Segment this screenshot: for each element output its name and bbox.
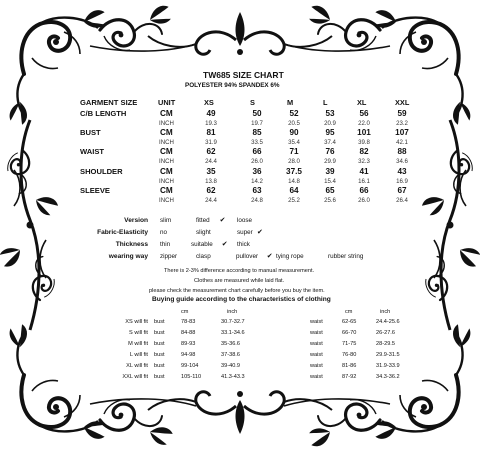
guide-waist-inch: 29.9-31.5 <box>376 352 400 358</box>
cell-cm: 50 <box>252 109 262 118</box>
guide-waist-label: waist <box>310 330 323 336</box>
guide-bust-inch: 33.1-34.6 <box>221 330 245 336</box>
cell-cm: 52 <box>289 109 299 118</box>
cell-inch: 29.9 <box>324 158 336 165</box>
guide-waist-inch: 24.4-25.6 <box>376 319 400 325</box>
checkmark-icon: ✔ <box>219 217 226 224</box>
guide-waist-label: waist <box>310 319 323 325</box>
size-header-xs: XS <box>204 98 214 107</box>
cell-cm: 62 <box>206 147 216 156</box>
cell-cm: 64 <box>289 186 299 195</box>
cell-cm: 35 <box>206 167 216 176</box>
guide-bust-label: bust <box>154 330 165 336</box>
guide-waist-label: waist <box>310 352 323 358</box>
cell-inch: 24.4 <box>205 158 217 165</box>
attr-option: rubber string <box>328 253 364 260</box>
guide-bust-label: bust <box>154 352 165 358</box>
row-label-sleeve: SLEEVE <box>80 186 110 195</box>
attr-option: suitable <box>191 241 213 248</box>
row-label-bust: BUST <box>80 128 101 137</box>
chart-title: TW685 SIZE CHART <box>203 70 284 80</box>
cell-inch: 26.0 <box>251 158 263 165</box>
guide-size: S will fit <box>129 330 148 336</box>
cell-inch: 28.0 <box>288 158 300 165</box>
attr-option: pullover <box>236 253 259 260</box>
cell-cm: 53 <box>325 109 335 118</box>
row-unit-cm: CM <box>160 128 173 137</box>
cell-cm: 43 <box>397 167 407 176</box>
checkmark-icon: ✔ <box>221 241 228 248</box>
cell-cm: 59 <box>397 109 407 118</box>
row-unit-inch: INCH <box>159 178 174 185</box>
cell-cm: 49 <box>206 109 216 118</box>
guide-waist-inch: 31.9-33.9 <box>376 363 400 369</box>
cell-inch: 31.9 <box>205 139 217 146</box>
guide-waist-label: waist <box>310 363 323 369</box>
attr-option: zipper <box>160 253 178 260</box>
cell-cm: 63 <box>252 186 262 195</box>
guide-unit-inch-waist: inch <box>380 309 391 315</box>
note-laid-flat: Clothes are measured while laid flat. <box>194 278 285 284</box>
cell-cm: 71 <box>289 147 299 156</box>
guide-bust-inch: 30.7-32.7 <box>221 319 245 325</box>
guide-bust-inch: 41.3-43.3 <box>221 374 245 380</box>
cell-inch: 20.9 <box>324 120 336 127</box>
attr-option: slight <box>196 229 211 236</box>
guide-bust-cm: 105-110 <box>181 374 202 380</box>
size-header-l: L <box>323 98 328 107</box>
cell-cm: 62 <box>206 186 216 195</box>
guide-size: XXL will fit <box>122 374 148 380</box>
guide-bust-cm: 78-83 <box>181 319 196 325</box>
cell-inch: 22.0 <box>358 120 370 127</box>
cell-inch: 19.7 <box>251 120 263 127</box>
attr-option: fitted <box>196 217 210 224</box>
guide-bust-cm: 84-88 <box>181 330 196 336</box>
cell-cm: 36 <box>252 167 262 176</box>
cell-cm: 85 <box>252 128 262 137</box>
row-unit-inch: INCH <box>159 120 174 127</box>
cell-inch: 20.5 <box>288 120 300 127</box>
attr-option: slim <box>160 217 172 224</box>
size-header-xxl: XXL <box>395 98 410 107</box>
guide-waist-cm: 81-86 <box>342 363 357 369</box>
guide-waist-inch: 26-27.6 <box>376 330 395 336</box>
guide-bust-inch: 39-40.9 <box>221 363 240 369</box>
guide-waist-cm: 62-65 <box>342 319 357 325</box>
cell-inch: 33.5 <box>251 139 263 146</box>
cell-cm: 76 <box>325 147 335 156</box>
cell-cm: 66 <box>359 186 369 195</box>
cell-inch: 32.3 <box>358 158 370 165</box>
row-unit-inch: INCH <box>159 158 174 165</box>
guide-bust-label: bust <box>154 319 165 325</box>
attr-option: thick <box>237 241 250 248</box>
row-unit-cm: CM <box>160 167 173 176</box>
attr-option: thin <box>160 241 171 248</box>
cell-inch: 19.3 <box>205 120 217 127</box>
cell-cm: 41 <box>359 167 369 176</box>
attr-option: tying rope <box>276 253 304 260</box>
guide-bust-cm: 89-93 <box>181 341 196 347</box>
cell-inch: 14.2 <box>251 178 263 185</box>
cell-inch: 15.4 <box>324 178 336 185</box>
guide-unit-cm-waist: cm <box>345 309 353 315</box>
cell-inch: 35.4 <box>288 139 300 146</box>
row-unit-inch: INCH <box>159 139 174 146</box>
cell-inch: 16.1 <box>358 178 370 185</box>
material-text: POLYESTER 94% SPANDEX 6% <box>185 82 280 89</box>
attr-label-fabric-elasticity: Fabric-Elasticity <box>97 229 148 236</box>
size-header-s: S <box>250 98 255 107</box>
note-difference: There is 2-3% difference according to manual measurement. <box>164 268 315 274</box>
guide-size: XS will fit <box>125 319 148 325</box>
size-header-m: M <box>287 98 294 107</box>
cell-inch: 24.8 <box>251 197 263 204</box>
cell-cm: 90 <box>289 128 299 137</box>
guide-waist-inch: 34.3-36.2 <box>376 374 400 380</box>
cell-cm: 65 <box>325 186 335 195</box>
attr-option: super <box>237 229 253 236</box>
row-label-shoulder: SHOULDER <box>80 167 123 176</box>
guide-size: M will fit <box>128 341 148 347</box>
guide-bust-label: bust <box>154 341 165 347</box>
guide-bust-label: bust <box>154 374 165 380</box>
cell-cm: 67 <box>397 186 407 195</box>
cell-cm: 101 <box>357 128 371 137</box>
attr-label-thickness: Thickness <box>115 241 148 248</box>
attr-option: no <box>160 229 168 236</box>
cell-inch: 14.8 <box>288 178 300 185</box>
cell-cm: 66 <box>252 147 262 156</box>
guide-waist-cm: 76-80 <box>342 352 357 358</box>
cell-cm: 88 <box>397 147 407 156</box>
guide-size: XL will fit <box>126 363 148 369</box>
guide-bust-cm: 99-104 <box>181 363 199 369</box>
cell-cm: 37.5 <box>286 167 302 176</box>
guide-unit-cm-bust: cm <box>181 309 189 315</box>
cell-inch: 26.4 <box>396 197 408 204</box>
guide-size: L will fit <box>129 352 148 358</box>
row-unit-inch: INCH <box>159 197 174 204</box>
attr-option: clasp <box>196 253 211 260</box>
guide-waist-cm: 71-75 <box>342 341 357 347</box>
cell-inch: 26.0 <box>358 197 370 204</box>
guide-bust-cm: 94-98 <box>181 352 196 358</box>
checkmark-icon: ✔ <box>257 229 263 236</box>
cell-cm: 39 <box>325 167 335 176</box>
row-label-c-b-length: C/B LENGTH <box>80 109 127 118</box>
size-header-xl: XL <box>357 98 367 107</box>
cell-inch: 25.2 <box>288 197 300 204</box>
attr-label-wearing-way: wearing way <box>108 253 148 260</box>
cell-inch: 25.6 <box>324 197 336 204</box>
row-label-waist: WAIST <box>80 147 105 156</box>
row-unit-cm: CM <box>160 147 173 156</box>
guide-bust-inch: 35-36.6 <box>221 341 240 347</box>
guide-waist-inch: 28-29.5 <box>376 341 395 347</box>
cell-cm: 82 <box>359 147 369 156</box>
guide-bust-inch: 37-38.6 <box>221 352 240 358</box>
guide-unit-inch-bust: inch <box>227 309 238 315</box>
cell-inch: 42.1 <box>396 139 408 146</box>
guide-bust-label: bust <box>154 363 165 369</box>
header-unit: UNIT <box>158 98 176 107</box>
cell-cm: 95 <box>325 128 335 137</box>
cell-cm: 107 <box>395 128 409 137</box>
row-unit-cm: CM <box>160 186 173 195</box>
attr-option: loose <box>237 217 253 224</box>
cell-cm: 56 <box>359 109 369 118</box>
cell-inch: 34.6 <box>396 158 408 165</box>
guide-title: Buying guide according to the characteristics of clothing <box>152 296 331 303</box>
guide-waist-label: waist <box>310 374 323 380</box>
row-unit-cm: CM <box>160 109 173 118</box>
note-check-chart: please check the measurement chart carefully before you buy the item. <box>149 288 325 294</box>
checkmark-icon: ✔ <box>266 253 273 260</box>
cell-cm: 81 <box>206 128 216 137</box>
header-label: GARMENT SIZE <box>80 98 138 107</box>
cell-inch: 13.8 <box>205 178 217 185</box>
cell-inch: 16.9 <box>396 178 408 185</box>
guide-waist-cm: 66-70 <box>342 330 357 336</box>
guide-waist-cm: 87-92 <box>342 374 357 380</box>
cell-inch: 24.4 <box>205 197 217 204</box>
guide-waist-label: waist <box>310 341 323 347</box>
cell-inch: 39.8 <box>358 139 370 146</box>
cell-inch: 23.2 <box>396 120 408 127</box>
attr-label-version: Version <box>124 217 148 224</box>
cell-inch: 37.4 <box>324 139 336 146</box>
